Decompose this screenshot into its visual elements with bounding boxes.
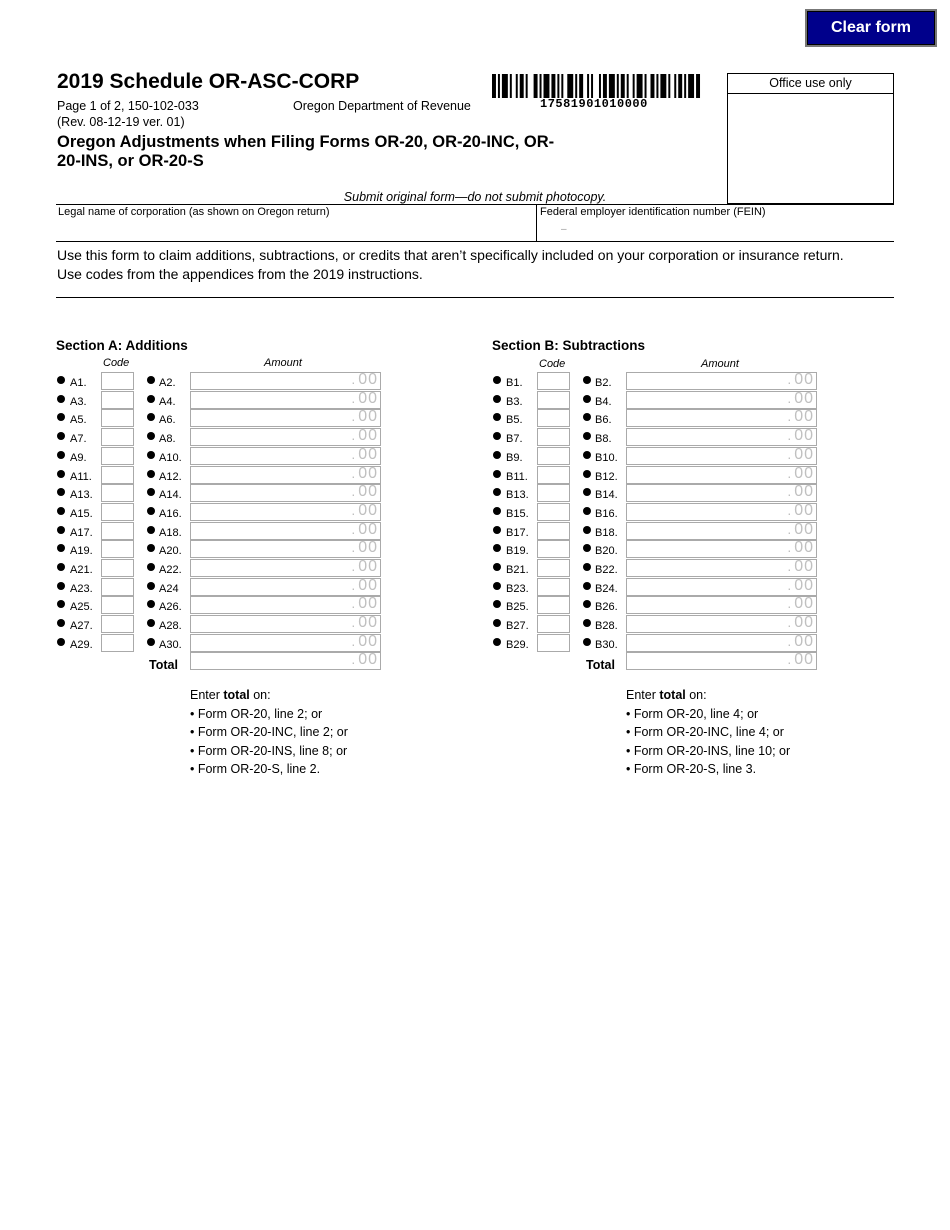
- required-bullet-icon: [147, 619, 155, 627]
- required-bullet-icon: [493, 507, 501, 515]
- code-line-label: A19.: [70, 545, 93, 558]
- cents-placeholder: . 00: [351, 427, 378, 445]
- amount-line-label: A2.: [159, 377, 176, 389]
- code-line-label: B3.: [506, 395, 523, 408]
- required-bullet-icon: [583, 488, 591, 496]
- clear-form-button[interactable]: Clear form: [805, 9, 937, 47]
- required-bullet-icon: [57, 432, 65, 440]
- required-bullet-icon: [583, 432, 591, 440]
- barcode-bar: [627, 74, 629, 98]
- required-bullet-icon: [57, 488, 65, 496]
- cents-placeholder: . 00: [351, 371, 378, 388]
- barcode-bar: [579, 74, 583, 98]
- required-bullet-icon: [583, 600, 591, 608]
- form-subtitle: Oregon Adjustments when Filing Forms OR-20, OR-20-INC, OR-20-INS, or OR-20-S: [57, 133, 555, 170]
- barcode-bar: [696, 74, 700, 98]
- amount-line-label: B22.: [595, 564, 618, 576]
- code-line-label: A7.: [70, 433, 87, 446]
- amount-input[interactable]: [626, 522, 817, 540]
- section-a-total-input[interactable]: [190, 652, 381, 670]
- office-use-box: [727, 73, 894, 204]
- required-bullet-icon: [493, 488, 501, 496]
- code-line-label: B19.: [506, 545, 529, 558]
- legal-name-label: Legal name of corporation (as shown on Oregon return): [58, 206, 330, 218]
- code-line-label: B7.: [506, 433, 523, 446]
- amount-line-label: A12.: [159, 470, 182, 483]
- required-bullet-icon: [493, 432, 501, 440]
- amount-line-label: A4.: [159, 395, 176, 408]
- amount-input[interactable]: [190, 522, 381, 540]
- cents-placeholder: . 00: [351, 445, 378, 463]
- required-bullet-icon: [147, 582, 155, 590]
- required-bullet-icon: [147, 395, 155, 403]
- amount-line-label: A28.: [159, 620, 182, 633]
- required-bullet-icon: [583, 526, 591, 534]
- code-line-label: A23.: [70, 582, 93, 595]
- cents-placeholder: . 00: [787, 558, 814, 575]
- required-bullet-icon: [147, 563, 155, 571]
- required-bullet-icon: [57, 526, 65, 534]
- required-bullet-icon: [57, 544, 65, 552]
- amount-line-label: A20.: [159, 545, 182, 558]
- code-input[interactable]: [537, 578, 570, 596]
- cents-placeholder: . 00: [787, 539, 814, 557]
- amount-input[interactable]: [190, 428, 381, 446]
- instruction-item: • Form OR-20-S, line 2.: [190, 762, 321, 776]
- code-input[interactable]: [537, 409, 570, 427]
- amount-input[interactable]: [190, 447, 381, 465]
- amount-input[interactable]: [626, 634, 817, 652]
- required-bullet-icon: [493, 395, 501, 403]
- required-bullet-icon: [57, 582, 65, 590]
- amount-line-label: A10.: [159, 451, 182, 464]
- cents-placeholder: . 00: [787, 520, 814, 538]
- fein-label: Federal employer identification number (FEIN): [540, 206, 766, 218]
- amount-line-label: A8.: [159, 433, 176, 446]
- intro-text: [57, 246, 897, 284]
- code-input[interactable]: [101, 634, 134, 652]
- required-bullet-icon: [493, 526, 501, 534]
- code-input[interactable]: [101, 503, 134, 521]
- required-bullet-icon: [57, 600, 65, 608]
- code-line-label: A21.: [70, 564, 93, 576]
- barcode-bar: [688, 74, 694, 98]
- required-bullet-icon: [57, 451, 65, 459]
- department-name: Oregon Department of Revenue: [293, 99, 471, 113]
- required-bullet-icon: [147, 488, 155, 496]
- required-bullet-icon: [57, 413, 65, 421]
- amount-input[interactable]: [190, 503, 381, 521]
- section-b-amount-header: Amount: [701, 358, 739, 370]
- required-bullet-icon: [583, 451, 591, 459]
- code-input[interactable]: [537, 447, 570, 465]
- amount-line-label: A16.: [159, 507, 182, 520]
- barcode-bar: [603, 74, 607, 98]
- amount-input[interactable]: [190, 596, 381, 614]
- required-bullet-icon: [147, 376, 155, 384]
- required-bullet-icon: [583, 507, 591, 515]
- barcode-image: [492, 74, 702, 98]
- cents-placeholder: . 00: [787, 445, 814, 463]
- code-line-label: A25.: [70, 601, 93, 614]
- office-use-label: Office use only: [728, 74, 893, 94]
- amount-line-label: B8.: [595, 433, 612, 446]
- required-bullet-icon: [147, 470, 155, 478]
- divider: [56, 241, 894, 242]
- barcode-bar: [502, 74, 508, 98]
- required-bullet-icon: [147, 544, 155, 552]
- instruction-item: • Form OR-20, line 4; or: [626, 706, 759, 721]
- required-bullet-icon: [583, 413, 591, 421]
- code-input[interactable]: [537, 372, 570, 390]
- code-input[interactable]: [101, 428, 134, 446]
- section-b-instructions: [626, 686, 790, 779]
- amount-input[interactable]: [626, 540, 817, 558]
- required-bullet-icon: [147, 526, 155, 534]
- code-line-label: B21.: [506, 564, 529, 576]
- barcode-bar: [516, 74, 518, 98]
- cents-placeholder: . 00: [351, 595, 378, 613]
- amount-line-label: B18.: [595, 526, 618, 539]
- amount-line-label: A24: [159, 582, 179, 595]
- instruction-item: • Form OR-20-INC, line 4; or: [626, 725, 784, 739]
- barcode-bar: [534, 74, 538, 98]
- enter-total-line: Enter total on:: [190, 688, 271, 702]
- barcode-bar: [674, 74, 676, 98]
- fein-separator: –: [561, 224, 567, 235]
- instruction-item: • Form OR-20-INS, line 8; or: [190, 743, 348, 758]
- intro-line-2: Use codes from the appendices from the 2019 instructions.: [57, 266, 423, 282]
- code-line-label: B9.: [506, 451, 523, 464]
- amount-input[interactable]: [626, 484, 817, 502]
- amount-line-label: B4.: [595, 395, 612, 408]
- required-bullet-icon: [583, 638, 591, 646]
- barcode-bar: [561, 74, 563, 98]
- required-bullet-icon: [147, 600, 155, 608]
- required-bullet-icon: [57, 507, 65, 515]
- amount-input[interactable]: [626, 503, 817, 521]
- amount-line-label: B10.: [595, 451, 618, 464]
- amount-input[interactable]: [626, 428, 817, 446]
- instruction-item: • Form OR-20-INC, line 2; or: [190, 725, 348, 739]
- section-b-title: Section B: Subtractions: [492, 338, 646, 353]
- cents-placeholder: . 00: [787, 632, 814, 650]
- amount-input[interactable]: [626, 559, 817, 577]
- barcode-bar: [684, 74, 686, 98]
- cents-placeholder: . 00: [351, 408, 378, 426]
- revision-info: (Rev. 08-12-19 ver. 01): [57, 115, 185, 129]
- code-input[interactable]: [101, 578, 134, 596]
- code-line-label: B11.: [506, 470, 528, 483]
- barcode-number: 17581901010000: [540, 97, 648, 111]
- code-input[interactable]: [101, 466, 134, 484]
- cents-placeholder: . 00: [351, 464, 378, 482]
- barcode-bar: [660, 74, 666, 98]
- section-a-title: Section A: Additions: [56, 338, 188, 353]
- amount-input[interactable]: [626, 372, 817, 390]
- code-input[interactable]: [101, 447, 134, 465]
- barcode-bar: [645, 74, 647, 98]
- barcode-bar: [520, 74, 524, 98]
- barcode-bar: [650, 74, 654, 98]
- code-line-label: B23.: [506, 582, 529, 595]
- code-line-label: A9.: [70, 451, 87, 464]
- amount-input[interactable]: [626, 596, 817, 614]
- cents-placeholder: . 00: [351, 501, 378, 519]
- code-input[interactable]: [537, 596, 570, 614]
- code-input[interactable]: [537, 466, 570, 484]
- required-bullet-icon: [493, 582, 501, 590]
- barcode-bar: [587, 74, 589, 98]
- barcode-bar: [668, 74, 670, 98]
- required-bullet-icon: [147, 638, 155, 646]
- cents-placeholder: . 00: [787, 389, 814, 407]
- required-bullet-icon: [147, 432, 155, 440]
- code-line-label: B13.: [506, 489, 529, 502]
- required-bullet-icon: [583, 544, 591, 552]
- cents-placeholder: . 00: [787, 576, 814, 594]
- amount-input[interactable]: [626, 409, 817, 427]
- barcode-bar: [510, 74, 512, 98]
- amount-input[interactable]: [626, 578, 817, 596]
- section-a-amount-header: Amount: [264, 357, 302, 369]
- barcode-bar: [599, 74, 601, 98]
- code-input[interactable]: [101, 484, 134, 502]
- code-input[interactable]: [101, 615, 134, 633]
- cents-placeholder: . 00: [351, 576, 378, 594]
- cents-placeholder: . 00: [787, 483, 814, 501]
- amount-line-label: B2.: [595, 377, 612, 389]
- section-a-instructions: [190, 686, 348, 779]
- code-line-label: B17.: [506, 526, 529, 539]
- code-line-label: A1.: [70, 377, 87, 389]
- barcode-bar: [526, 74, 528, 98]
- barcode-bar: [567, 74, 573, 98]
- required-bullet-icon: [493, 413, 501, 421]
- barcode-bar: [544, 74, 550, 98]
- required-bullet-icon: [493, 451, 501, 459]
- cents-placeholder: . 00: [787, 427, 814, 445]
- barcode-bar: [609, 74, 615, 98]
- amount-line-label: A30.: [159, 638, 182, 651]
- code-input[interactable]: [537, 540, 570, 558]
- code-input[interactable]: [537, 522, 570, 540]
- barcode-bar: [551, 74, 555, 98]
- amount-line-label: B24.: [595, 582, 618, 595]
- fein-input[interactable]: [540, 220, 892, 240]
- code-input[interactable]: [101, 596, 134, 614]
- barcode-bar: [617, 74, 619, 98]
- section-a-total-label: Total: [149, 658, 178, 672]
- barcode-bar: [678, 74, 682, 98]
- required-bullet-icon: [147, 413, 155, 421]
- amount-input[interactable]: [190, 540, 381, 558]
- barcode-bar: [575, 74, 577, 98]
- code-line-label: B5.: [506, 414, 523, 427]
- required-bullet-icon: [583, 395, 591, 403]
- barcode-bar: [633, 74, 635, 98]
- amount-line-label: B12.: [595, 470, 618, 483]
- cents-placeholder: . 00: [351, 389, 378, 407]
- amount-input[interactable]: [626, 391, 817, 409]
- required-bullet-icon: [57, 376, 65, 384]
- code-line-label: A15.: [70, 507, 93, 520]
- cents-placeholder: . 00: [787, 501, 814, 519]
- amount-line-label: A14.: [159, 489, 182, 502]
- cents-placeholder: . 00: [351, 539, 378, 557]
- required-bullet-icon: [583, 619, 591, 627]
- cents-placeholder: . 00: [351, 520, 378, 538]
- section-b-total-input[interactable]: [626, 652, 817, 670]
- required-bullet-icon: [57, 395, 65, 403]
- amount-line-label: B20.: [595, 545, 618, 558]
- required-bullet-icon: [147, 507, 155, 515]
- instruction-item: • Form OR-20, line 2; or: [190, 706, 323, 721]
- required-bullet-icon: [493, 544, 501, 552]
- amount-input[interactable]: [190, 484, 381, 502]
- required-bullet-icon: [583, 582, 591, 590]
- code-input[interactable]: [537, 559, 570, 577]
- code-input[interactable]: [537, 634, 570, 652]
- barcode-bar: [498, 74, 500, 98]
- required-bullet-icon: [493, 619, 501, 627]
- code-input[interactable]: [537, 615, 570, 633]
- amount-line-label: B6.: [595, 414, 612, 427]
- amount-line-label: A18.: [159, 526, 182, 539]
- code-line-label: B29.: [506, 638, 529, 651]
- code-input[interactable]: [101, 372, 134, 390]
- barcode-bar: [492, 74, 496, 98]
- code-line-label: B1.: [506, 377, 523, 389]
- divider: [56, 297, 894, 298]
- required-bullet-icon: [493, 563, 501, 571]
- required-bullet-icon: [57, 470, 65, 478]
- cents-placeholder: . 00: [787, 595, 814, 613]
- required-bullet-icon: [583, 563, 591, 571]
- code-input[interactable]: [537, 484, 570, 502]
- code-line-label: B27.: [506, 620, 529, 633]
- form-title: 2019 Schedule OR-ASC-CORP: [57, 70, 360, 93]
- barcode-bar: [637, 74, 643, 98]
- cents-placeholder: . 00: [787, 371, 814, 388]
- amount-line-label: B28.: [595, 620, 618, 633]
- amount-line-label: B30.: [595, 638, 618, 651]
- cents-placeholder: . 00: [787, 464, 814, 482]
- required-bullet-icon: [57, 619, 65, 627]
- code-line-label: A27.: [70, 620, 93, 633]
- code-input[interactable]: [537, 391, 570, 409]
- code-input[interactable]: [101, 559, 134, 577]
- amount-input[interactable]: [190, 372, 381, 390]
- cents-placeholder: . 00: [787, 614, 814, 632]
- amount-input[interactable]: [626, 615, 817, 633]
- required-bullet-icon: [493, 600, 501, 608]
- cents-placeholder: . 00: [787, 651, 814, 668]
- cents-placeholder: . 00: [351, 614, 378, 632]
- code-input[interactable]: [537, 503, 570, 521]
- barcode-bar: [621, 74, 625, 98]
- amount-line-label: B14.: [595, 489, 618, 502]
- required-bullet-icon: [57, 638, 65, 646]
- cents-placeholder: . 00: [351, 483, 378, 501]
- amount-line-label: A26.: [159, 601, 182, 614]
- code-line-label: A17.: [70, 526, 93, 539]
- cents-placeholder: . 00: [351, 632, 378, 650]
- code-line-label: A5.: [70, 414, 87, 427]
- amount-input[interactable]: [190, 578, 381, 596]
- cents-placeholder: . 00: [787, 408, 814, 426]
- section-b-total-label: Total: [586, 658, 615, 672]
- barcode-bar: [591, 74, 593, 98]
- amount-input[interactable]: [190, 559, 381, 577]
- intro-line-1: Use this form to claim additions, subtractions, or credits that aren’t specifically included on your corporation or insurance return.: [57, 247, 844, 263]
- required-bullet-icon: [493, 376, 501, 384]
- code-input[interactable]: [101, 409, 134, 427]
- divider: [56, 204, 894, 205]
- required-bullet-icon: [493, 638, 501, 646]
- amount-input[interactable]: [190, 634, 381, 652]
- required-bullet-icon: [493, 470, 501, 478]
- amount-input[interactable]: [190, 615, 381, 633]
- submit-note: Submit original form—do not submit photocopy.: [343, 190, 607, 204]
- code-line-label: A13.: [70, 489, 93, 502]
- amount-input[interactable]: [190, 391, 381, 409]
- divider: [536, 204, 537, 241]
- amount-input[interactable]: [190, 466, 381, 484]
- code-line-label: B15.: [506, 507, 529, 520]
- code-line-label: A29.: [70, 638, 93, 651]
- amount-input[interactable]: [626, 447, 817, 465]
- enter-total-line: Enter total on:: [626, 688, 707, 702]
- required-bullet-icon: [583, 470, 591, 478]
- code-input[interactable]: [101, 540, 134, 558]
- instruction-item: • Form OR-20-S, line 3.: [626, 762, 757, 776]
- section-a-code-header: Code: [103, 357, 130, 369]
- page-info: Page 1 of 2, 150-102-033: [57, 99, 199, 113]
- barcode-bar: [557, 74, 559, 98]
- code-line-label: A3.: [70, 395, 87, 408]
- instruction-item: • Form OR-20-INS, line 10; or: [626, 743, 791, 758]
- cents-placeholder: . 00: [351, 558, 378, 575]
- amount-line-label: B26.: [595, 601, 618, 614]
- section-b-code-header: Code: [539, 358, 566, 370]
- barcode-bar: [540, 74, 542, 98]
- code-input[interactable]: [537, 428, 570, 446]
- barcode-bar: [656, 74, 658, 98]
- amount-line-label: A22.: [159, 564, 182, 576]
- amount-input[interactable]: [190, 409, 381, 427]
- amount-line-label: A6.: [159, 414, 176, 427]
- legal-name-input[interactable]: [57, 220, 535, 240]
- cents-placeholder: . 00: [351, 651, 378, 668]
- code-input[interactable]: [101, 522, 134, 540]
- amount-line-label: B16.: [595, 507, 618, 520]
- amount-input[interactable]: [626, 466, 817, 484]
- code-input[interactable]: [101, 391, 134, 409]
- required-bullet-icon: [583, 376, 591, 384]
- required-bullet-icon: [57, 563, 65, 571]
- code-line-label: B25.: [506, 601, 529, 614]
- required-bullet-icon: [147, 451, 155, 459]
- code-line-label: A11.: [70, 470, 92, 483]
